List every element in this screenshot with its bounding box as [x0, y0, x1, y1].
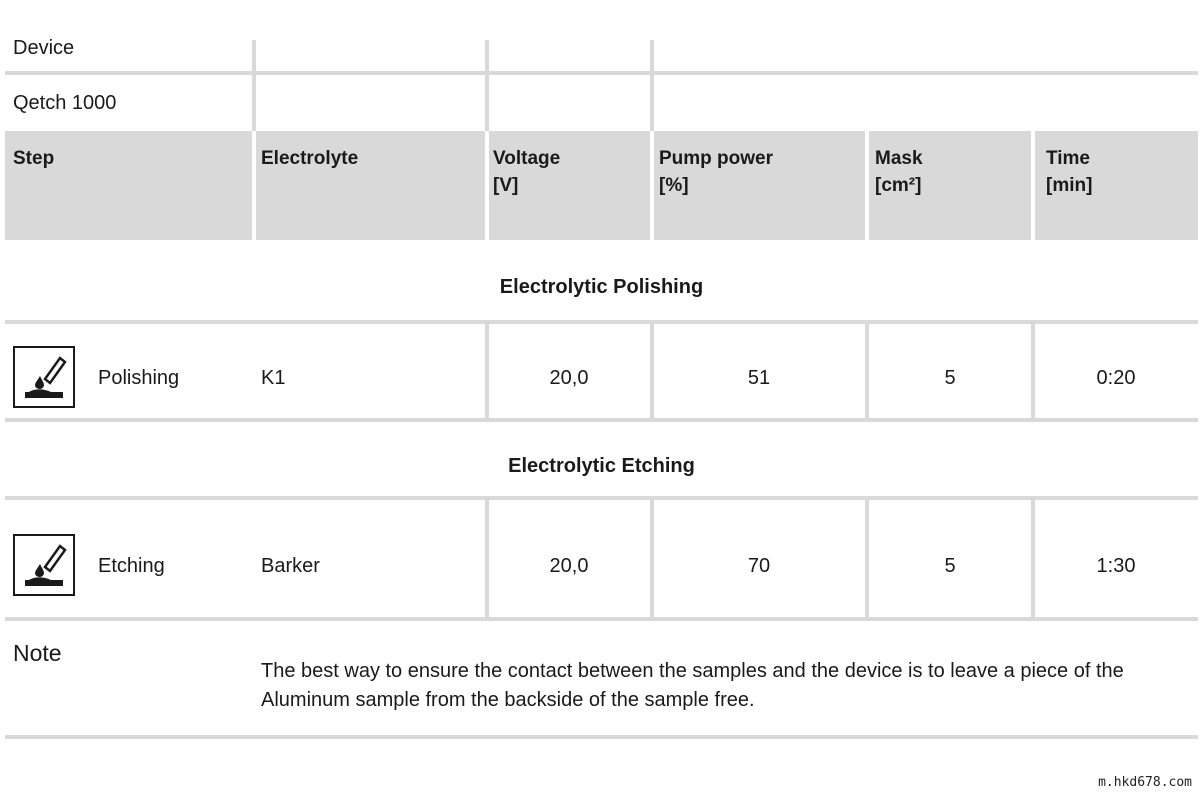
header-pump-power-label: Pump power [659, 148, 774, 169]
electrolyte-drop-icon [13, 346, 75, 408]
header-time [1046, 145, 1092, 199]
row-1-step: Polishing [98, 367, 180, 389]
row-2-pump-power: 70 [747, 555, 771, 577]
section-2-bottom-rule [5, 617, 1198, 621]
note-text: The best way to ensure the contact between the samples and the device is to leave a piece of the Aluminum sample from the backside of the sample free. [261, 660, 1124, 711]
header-pump-power [659, 145, 773, 199]
header-step: Step [13, 148, 55, 169]
device-col-sep-2 [485, 40, 489, 131]
header-sep-4 [865, 131, 869, 240]
row-2-voltage: 20,0 [549, 555, 589, 577]
header-voltage-unit: [V] [493, 175, 519, 196]
watermark: m.hkd678.com [1098, 775, 1192, 790]
device-col-sep-3 [650, 40, 654, 131]
row-1-pump-power: 51 [747, 367, 771, 389]
row-1-mask: 5 [944, 367, 956, 389]
row-2-mask: 5 [944, 555, 956, 577]
table-header [5, 131, 1198, 240]
section-1-bottom-rule [5, 418, 1198, 422]
header-electrolyte: Electrolyte [261, 148, 359, 169]
header-mask-label: Mask [875, 148, 923, 169]
header-sep-5 [1031, 131, 1035, 240]
header-mask [875, 145, 923, 199]
row-1-time: 0:20 [1096, 367, 1136, 389]
note-bottom-rule [5, 735, 1198, 739]
section-1-top-rule [5, 320, 1198, 324]
header-voltage [493, 145, 560, 199]
header-pump-power-unit: [%] [659, 175, 689, 196]
row-2-step: Etching [98, 555, 165, 577]
device-divider [5, 71, 1198, 75]
header-sep-1 [252, 131, 256, 240]
header-sep-2 [485, 131, 489, 240]
header-mask-unit: [cm²] [875, 175, 922, 196]
device-value: Qetch 1000 [13, 92, 117, 114]
row-2-time: 1:30 [1096, 555, 1136, 577]
header-sep-3 [650, 131, 654, 240]
header-voltage-label: Voltage [493, 148, 561, 169]
device-label: Device [13, 37, 75, 59]
section-title-polishing: Electrolytic Polishing [499, 276, 704, 298]
row-2-electrolyte: Barker [261, 555, 320, 577]
section-2-top-rule [5, 496, 1198, 500]
electrolyte-drop-icon [13, 534, 75, 596]
device-col-sep-1 [252, 40, 256, 131]
header-time-unit: [min] [1046, 175, 1093, 196]
row-1-voltage: 20,0 [549, 367, 589, 389]
section-title-etching: Electrolytic Etching [508, 455, 695, 477]
row-1-electrolyte: K1 [261, 367, 286, 389]
note-label: Note [13, 640, 62, 666]
header-time-label: Time [1046, 148, 1091, 169]
